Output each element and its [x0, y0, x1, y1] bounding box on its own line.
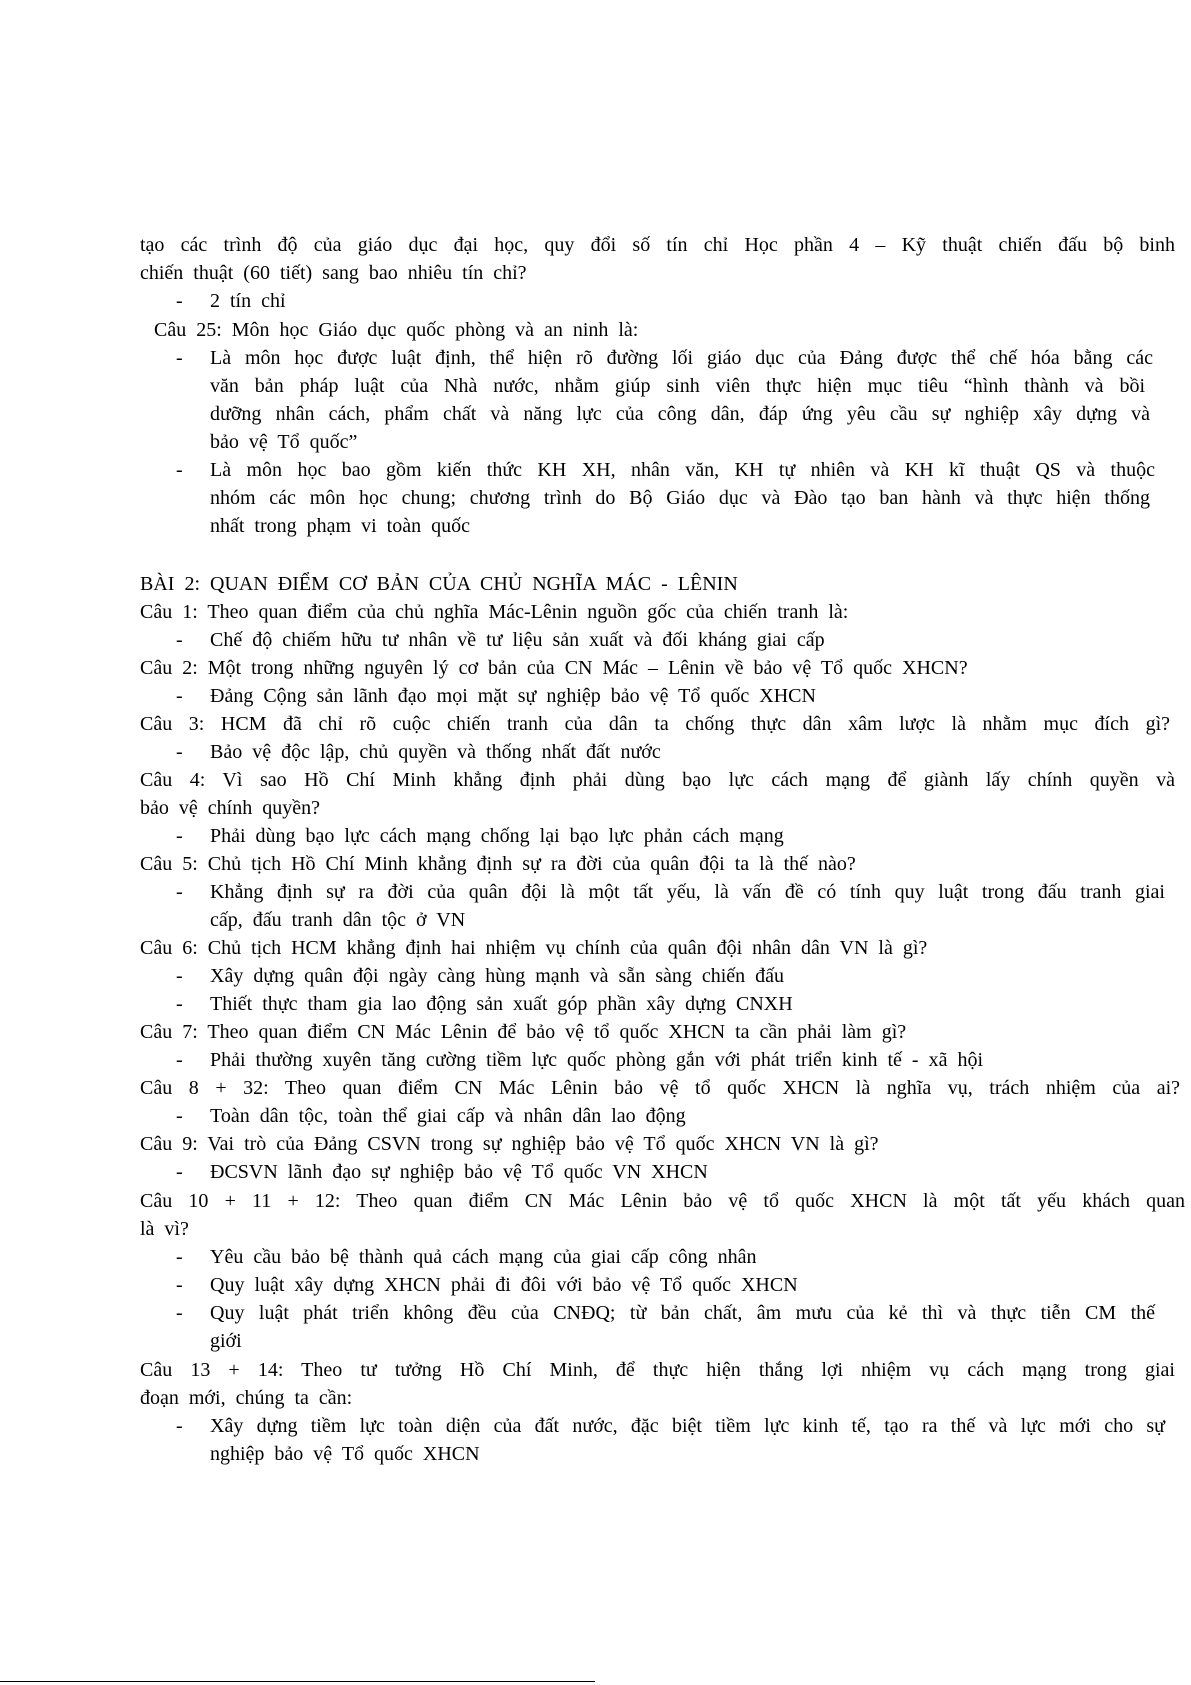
q5-question: Câu 5: Chủ tịch Hồ Chí Minh khẳng định sự ra đời của quân đội ta là thế nào?	[140, 853, 856, 875]
q6-answer-1: Xây dựng quân đội ngày càng hùng mạnh và sẵn sàng chiến đấu	[210, 965, 785, 987]
q10-answer-3-line-2: giới	[210, 1330, 242, 1352]
q13-question-line-2: đoạn mới, chúng ta cần:	[140, 1387, 353, 1409]
q1-answer: Chế độ chiếm hữu tư nhân về tư liệu sản xuất và đối kháng giai cấp	[210, 629, 825, 651]
bullet-dash: -	[176, 881, 183, 903]
q4-answer: Phải dùng bạo lực cách mạng chống lại bạo lực phản cách mạng	[210, 825, 784, 847]
q2-answer: Đảng Cộng sản lãnh đạo mọi mặt sự nghiệp bảo vệ Tổ quốc XHCN	[210, 685, 816, 707]
q8-question: Câu 8 + 32: Theo quan điểm CN Mác Lênin bảo vệ tổ quốc XHCN là nghĩa vụ, trách nhiệm của ai?	[140, 1077, 1180, 1099]
q10-answer-1: Yêu cầu bảo bệ thành quả cách mạng của giai cấp công nhân	[210, 1246, 757, 1268]
q25-answer-1-line-3: dưỡng nhân cách, phẩm chất và năng lực của công dân, đáp ứng yêu cầu sự nghiệp xây dựng và	[210, 403, 1150, 425]
q6-question: Câu 6: Chủ tịch HCM khẳng định hai nhiệm vụ chính của quân đội nhân dân VN là gì?	[140, 937, 928, 959]
bullet-dash: -	[176, 741, 183, 763]
q4-question-line-2: bảo vệ chính quyền?	[140, 797, 320, 819]
q5-answer-line-1: Khẳng định sự ra đời của quân đội là một tất yếu, là vấn đề có tính quy luật trong đấu tranh giai	[210, 881, 1165, 903]
q7-answer: Phải thường xuyên tăng cường tiềm lực quốc phòng gắn với phát triển kinh tế - xã hội	[210, 1049, 984, 1071]
bullet-dash: -	[176, 1105, 183, 1127]
q13-answer-line-2: nghiệp bảo vệ Tổ quốc XHCN	[210, 1443, 480, 1465]
q8-answer: Toàn dân tộc, toàn thể giai cấp và nhân dân lao động	[210, 1105, 686, 1127]
q10-answer-3-line-1: Quy luật phát triển không đều của CNĐQ; từ bản chất, âm mưu của kẻ thì và thực tiễn CM thế	[210, 1302, 1155, 1324]
bullet-dash: -	[176, 290, 183, 312]
q3-answer: Bảo vệ độc lập, chủ quyền và thống nhất đất nước	[210, 741, 661, 763]
q5-answer-line-2: cấp, đấu tranh dân tộc ở VN	[210, 909, 466, 931]
q4-question-line-1: Câu 4: Vì sao Hồ Chí Minh khẳng định phải dùng bạo lực cách mạng để giành lấy chính quyền và	[140, 769, 1175, 791]
bullet-dash: -	[176, 629, 183, 651]
q25-answer-1-line-1: Là môn học được luật định, thể hiện rõ đường lối giáo dục của Đảng được thể chế hóa bằng các	[210, 347, 1153, 369]
q25-answer-2-line-2: nhóm các môn học chung; chương trình do Bộ Giáo dục và Đào tạo ban hành và thực hiện thống	[210, 487, 1150, 509]
q25-answer-1-line-2: văn bản pháp luật của Nhà nước, nhằm giúp sinh viên thực hiện mục tiêu “hình thành và bồi	[210, 375, 1145, 397]
intro-question-line-2: chiến thuật (60 tiết) sang bao nhiêu tín chỉ?	[140, 262, 527, 284]
intro-answer: 2 tín chỉ	[210, 290, 286, 312]
q13-question-line-1: Câu 13 + 14: Theo tư tưởng Hồ Chí Minh, để thực hiện thắng lợi nhiệm vụ cách mạng trong giai	[140, 1359, 1175, 1381]
bullet-dash: -	[176, 825, 183, 847]
q10-question-line-2: là vì?	[140, 1218, 189, 1240]
bullet-dash: -	[176, 1415, 183, 1437]
q2-question: Câu 2: Một trong những nguyên lý cơ bản của CN Mác – Lênin về bảo vệ Tổ quốc XHCN?	[140, 657, 968, 679]
q13-answer-line-1: Xây dựng tiềm lực toàn diện của đất nước, đặc biệt tiềm lực kinh tế, tạo ra thế và lực mới cho sự	[210, 1415, 1165, 1437]
q25-answer-2-line-3: nhất trong phạm vi toàn quốc	[210, 515, 470, 537]
bullet-dash: -	[176, 993, 183, 1015]
q7-question: Câu 7: Theo quan điểm CN Mác Lênin để bảo vệ tổ quốc XHCN ta cần phải làm gì?	[140, 1021, 907, 1043]
q25-answer-2-line-1: Là môn học bao gồm kiến thức KH XH, nhân văn, KH tự nhiên và KH kĩ thuật QS và thuộc	[210, 459, 1155, 481]
intro-question-line-1: tạo các trình độ của giáo dục đại học, quy đổi số tín chỉ Học phần 4 – Kỹ thuật chiến đấu bộ binh	[140, 234, 1175, 256]
q1-question: Câu 1: Theo quan điểm của chủ nghĩa Mác-Lênin nguồn gốc của chiến tranh là:	[140, 601, 849, 623]
bullet-dash: -	[176, 1049, 183, 1071]
bullet-dash: -	[176, 1246, 183, 1268]
bullet-dash: -	[176, 685, 183, 707]
q25-answer-1-line-4: bảo vệ Tổ quốc”	[210, 431, 358, 453]
q9-question: Câu 9: Vai trò của Đảng CSVN trong sự nghiệp bảo vệ Tổ quốc XHCN VN là gì?	[140, 1133, 879, 1155]
bullet-dash: -	[176, 1302, 183, 1324]
section-heading: BÀI 2: QUAN ĐIỂM CƠ BẢN CỦA CHỦ NGHĨA MÁC - LÊNIN	[140, 573, 738, 595]
bullet-dash: -	[176, 459, 183, 481]
q3-question: Câu 3: HCM đã chỉ rõ cuộc chiến tranh của dân ta chống thực dân xâm lược là nhằm mục đích gì?	[140, 713, 1170, 735]
q25-question: Câu 25: Môn học Giáo dục quốc phòng và an ninh là:	[154, 319, 639, 341]
bullet-dash: -	[176, 347, 183, 369]
q10-question-line-1: Câu 10 + 11 + 12: Theo quan điểm CN Mác Lênin bảo vệ tổ quốc XHCN là một tất yếu khách quan	[140, 1190, 1185, 1212]
bullet-dash: -	[176, 965, 183, 987]
bullet-dash: -	[176, 1161, 183, 1183]
q9-answer: ĐCSVN lãnh đạo sự nghiệp bảo vệ Tổ quốc VN XHCN	[210, 1161, 708, 1183]
q10-answer-2: Quy luật xây dựng XHCN phải đi đôi với bảo vệ Tổ quốc XHCN	[210, 1274, 798, 1296]
q6-answer-2: Thiết thực tham gia lao động sản xuất góp phần xây dựng CNXH	[210, 993, 793, 1015]
footnote-separator	[0, 1681, 595, 1682]
bullet-dash: -	[176, 1274, 183, 1296]
